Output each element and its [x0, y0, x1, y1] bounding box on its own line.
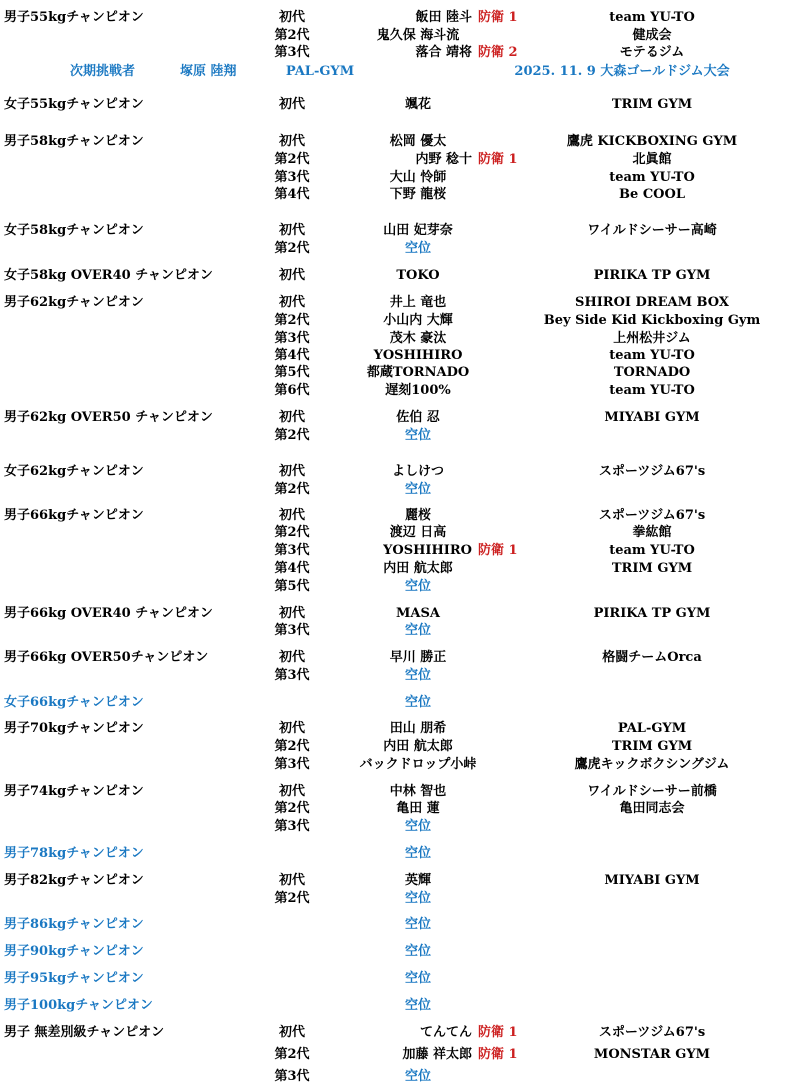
champion-name: バックドロップ小峠	[359, 757, 477, 772]
generation-label: 初代	[278, 223, 306, 238]
gym-name: 鷹虎 KICKBOXING GYM	[566, 134, 738, 149]
generation-label: 初代	[278, 10, 306, 25]
gym-name: 北眞館	[632, 152, 672, 167]
champion-name: よしけつ	[391, 464, 445, 479]
champion-name: 鬼久保 海斗流	[376, 28, 460, 43]
generation-label: 第2代	[274, 28, 310, 43]
generation-label: 第3代	[274, 819, 310, 834]
generation-label: 第2代	[274, 1047, 310, 1062]
generation-label: 第6代	[274, 383, 310, 398]
gym-name: ワイルドシーサー高崎	[587, 223, 717, 238]
gym-name: 格闘チームOrca	[602, 650, 702, 665]
champion-name: 佐伯 忍	[396, 410, 440, 425]
division-title: 男子78kgチャンピオン	[4, 846, 144, 861]
gym-name: TRIM GYM	[611, 561, 693, 576]
challenger-label: 次期挑戦者	[70, 64, 136, 79]
vacant-label: 空位	[404, 1069, 432, 1084]
division-title: 男子74kgチャンピオン	[4, 784, 144, 799]
champion-name: 田山 朋希	[389, 721, 447, 736]
vacant-label: 空位	[404, 944, 432, 959]
defense-count: 防衛 1	[478, 1047, 518, 1062]
generation-label: 第3代	[274, 668, 310, 683]
gym-name: MIYABI GYM	[604, 873, 700, 888]
gym-name: team YU-TO	[609, 543, 695, 558]
gym-name: Be COOL	[619, 187, 685, 202]
vacant-label: 空位	[404, 971, 432, 986]
defense-count: 防衛 2	[478, 45, 518, 60]
division-title: 男子70kgチャンピオン	[4, 721, 144, 736]
generation-label: 初代	[278, 410, 306, 425]
gym-name: Bey Side Kid Kickboxing Gym	[543, 313, 761, 328]
gym-name: team YU-TO	[609, 170, 695, 185]
defense-count: 防衛 1	[478, 152, 518, 167]
generation-label: 初代	[278, 97, 306, 112]
champion-name: 中林 智也	[389, 784, 447, 799]
champion-name: YOSHIHIRO	[383, 543, 472, 558]
division-title: 男子66kg OVER50チャンピオン	[4, 650, 209, 665]
champion-name: てんてん	[419, 1025, 472, 1040]
division-title: 女子55kgチャンピオン	[4, 97, 144, 112]
vacant-label: 空位	[404, 891, 432, 906]
champion-name: 麗桜	[404, 508, 432, 523]
vacant-label: 空位	[404, 998, 432, 1013]
gym-name: スポーツジム67's	[598, 508, 706, 523]
division-title: 男子66kg OVER40 チャンピオン	[4, 606, 213, 621]
generation-label: 第2代	[274, 428, 310, 443]
generation-label: 第4代	[274, 187, 310, 202]
champion-name: YOSHIHIRO	[373, 348, 463, 363]
division-title: 男子55kgチャンピオン	[4, 10, 144, 25]
division-title: 男子95kgチャンピオン	[4, 971, 144, 986]
generation-label: 第4代	[274, 348, 310, 363]
division-title: 男子 無差別級チャンピオン	[4, 1025, 165, 1040]
generation-label: 第5代	[274, 365, 310, 380]
division-title: 女子66kgチャンピオン	[4, 695, 144, 710]
gym-name: 拳紘館	[632, 525, 672, 540]
champion-name: 加藤 祥太郎	[402, 1047, 472, 1062]
vacant-label: 空位	[404, 482, 432, 497]
generation-label: 第2代	[274, 739, 310, 754]
division-title: 男子86kgチャンピオン	[4, 917, 144, 932]
generation-label: 第2代	[274, 152, 310, 167]
gym-name: TRIM GYM	[611, 739, 693, 754]
division-title: 女子58kg OVER40 チャンピオン	[4, 268, 213, 283]
generation-label: 第2代	[274, 801, 310, 816]
gym-name: 鷹虎キックボクシングジム	[574, 757, 730, 772]
generation-label: 第3代	[274, 1069, 310, 1084]
champion-name: 大山 怜師	[389, 170, 447, 185]
generation-label: 第2代	[274, 241, 310, 256]
champion-name: 颯花	[404, 97, 432, 112]
champion-name: 内田 航太郎	[383, 561, 453, 576]
division-title: 男子100kgチャンピオン	[4, 998, 153, 1013]
defense-count: 防衛 1	[478, 543, 518, 558]
generation-label: 第2代	[274, 891, 310, 906]
division-title: 男子90kgチャンピオン	[4, 944, 144, 959]
division-title: 男子62kgチャンピオン	[4, 295, 144, 310]
champion-name: 下野 龍桜	[389, 187, 447, 202]
generation-label: 初代	[278, 1025, 306, 1040]
gym-name: 上州松井ジム	[613, 331, 691, 346]
generation-label: 第3代	[274, 543, 310, 558]
vacant-label: 空位	[404, 668, 432, 683]
champion-name: 井上 竜也	[389, 295, 447, 310]
gym-name: MIYABI GYM	[604, 410, 700, 425]
challenger-gym: PAL-GYM	[285, 64, 355, 79]
generation-label: 第5代	[274, 579, 310, 594]
champion-name: 亀田 蓮	[396, 801, 440, 816]
champion-name: 松岡 優太	[389, 134, 447, 149]
champion-name: 小山内 大輝	[383, 313, 453, 328]
division-title: 女子58kgチャンピオン	[4, 223, 144, 238]
champion-name: 早川 勝正	[389, 650, 447, 665]
generation-label: 第2代	[274, 313, 310, 328]
gym-name: 亀田同志会	[619, 801, 685, 816]
generation-label: 初代	[278, 295, 306, 310]
gym-name: team YU-TO	[609, 10, 695, 25]
gym-name: スポーツジム67's	[598, 464, 706, 479]
generation-label: 初代	[278, 721, 306, 736]
vacant-label: 空位	[404, 579, 432, 594]
gym-name: PAL-GYM	[617, 721, 687, 736]
gym-name: TRIM GYM	[611, 97, 693, 112]
gym-name: 健成会	[632, 28, 672, 43]
gym-name: ワイルドシーサー前橋	[587, 784, 717, 799]
division-title: 男子62kg OVER50 チャンピオン	[4, 410, 213, 425]
champion-name: 内田 航太郎	[383, 739, 453, 754]
generation-label: 初代	[278, 464, 306, 479]
champion-name: MASA	[396, 606, 440, 621]
vacant-label: 空位	[404, 695, 432, 710]
defense-count: 防衛 1	[478, 10, 518, 25]
generation-label: 第3代	[274, 757, 310, 772]
generation-label: 初代	[278, 873, 306, 888]
gym-name: team YU-TO	[609, 383, 695, 398]
gym-name: team YU-TO	[609, 348, 695, 363]
champion-name: 茂木 豪汰	[389, 331, 447, 346]
generation-label: 第3代	[274, 623, 310, 638]
division-title: 女子62kgチャンピオン	[4, 464, 144, 479]
gym-name: MONSTAR GYM	[593, 1047, 711, 1062]
defense-count: 防衛 1	[478, 1025, 518, 1040]
division-title: 男子58kgチャンピオン	[4, 134, 144, 149]
challenger-event: 2025. 11. 9 大森ゴールドジム大会	[514, 64, 730, 79]
division-title: 男子82kgチャンピオン	[4, 873, 144, 888]
division-title: 男子66kgチャンピオン	[4, 508, 144, 523]
generation-label: 初代	[278, 134, 306, 149]
vacant-label: 空位	[404, 241, 432, 256]
generation-label: 初代	[278, 508, 306, 523]
generation-label: 第3代	[274, 45, 310, 60]
generation-label: 初代	[278, 606, 306, 621]
vacant-label: 空位	[404, 428, 432, 443]
champion-name: TOKO	[396, 268, 440, 283]
champion-name: 渡辺 日高	[389, 525, 447, 540]
generation-label: 初代	[278, 650, 306, 665]
generation-label: 第2代	[274, 482, 310, 497]
generation-label: 第3代	[274, 331, 310, 346]
champion-name: 英輝	[404, 873, 432, 888]
champion-name: 飯田 陸斗	[415, 10, 472, 25]
generation-label: 第3代	[274, 170, 310, 185]
champion-name: 山田 妃芽奈	[383, 223, 453, 238]
champion-name: 都蔵TORNADO	[366, 365, 470, 380]
gym-name: TORNADO	[613, 365, 691, 380]
champion-name: 落合 靖将	[415, 45, 472, 60]
vacant-label: 空位	[404, 623, 432, 638]
gym-name: モテるジム	[619, 45, 685, 60]
vacant-label: 空位	[404, 846, 432, 861]
vacant-label: 空位	[404, 819, 432, 834]
generation-label: 第2代	[274, 525, 310, 540]
gym-name: SHIROI DREAM BOX	[575, 295, 729, 310]
gym-name: スポーツジム67's	[598, 1025, 706, 1040]
generation-label: 第4代	[274, 561, 310, 576]
generation-label: 初代	[278, 268, 306, 283]
champion-name: 遅刻100%	[385, 383, 451, 398]
gym-name: PIRIKA TP GYM	[593, 606, 711, 621]
vacant-label: 空位	[404, 917, 432, 932]
gym-name: PIRIKA TP GYM	[593, 268, 711, 283]
challenger-name: 塚原 陸翔	[180, 64, 237, 79]
generation-label: 初代	[278, 784, 306, 799]
champion-name: 内野 稔十	[415, 152, 472, 167]
